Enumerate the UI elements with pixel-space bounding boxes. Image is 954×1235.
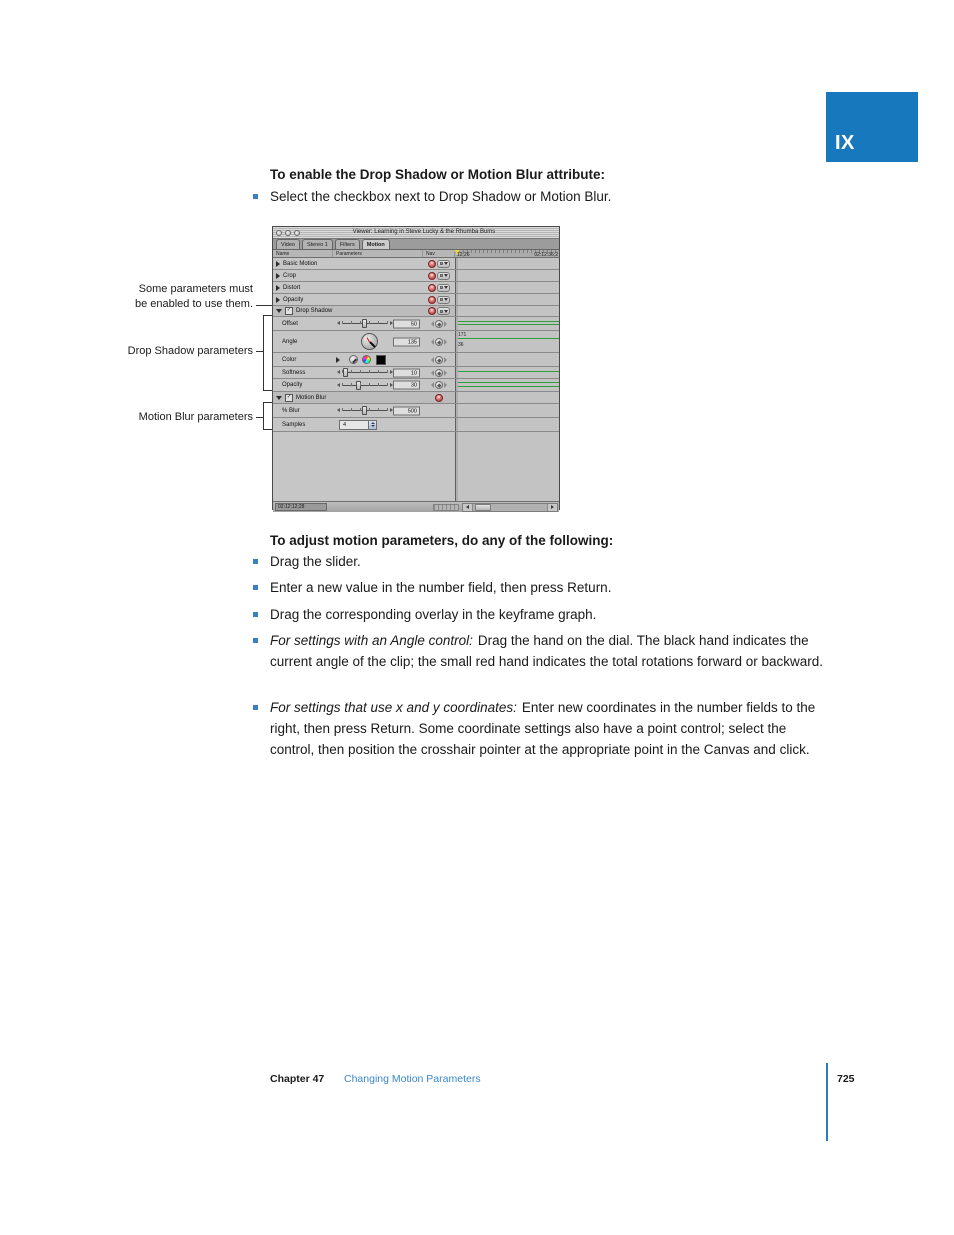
samples-stepper[interactable] bbox=[339, 420, 377, 430]
bullet-icon bbox=[253, 585, 258, 590]
callout-enable-line2: be enabled to use them. bbox=[134, 298, 253, 310]
bullet-text: Enter new coordinates in the number fields to the right, then press Return. Some coordinate settings also have a point control; select the control, then position the crosshair pointer at the appropriate point in the Canvas and click. bbox=[270, 700, 816, 757]
row-motion-blur-header bbox=[273, 392, 559, 404]
column-header-row bbox=[273, 250, 559, 258]
motion-blur-enable-checkbox[interactable]: ✓ bbox=[286, 393, 292, 400]
tab-bar bbox=[273, 239, 559, 250]
stepper-arrows-icon[interactable] bbox=[369, 420, 377, 430]
keyframe-graph-cell[interactable] bbox=[455, 270, 559, 281]
callout-drop-shadow bbox=[80, 344, 253, 359]
row-color bbox=[273, 353, 559, 367]
overlay-swatch-icon bbox=[440, 286, 443, 289]
percent-blur-value-field[interactable]: 500 bbox=[393, 406, 420, 415]
color-swatch[interactable] bbox=[376, 355, 386, 365]
keyframe-overlay-menu-button[interactable] bbox=[437, 284, 450, 292]
dial-red-hand-icon bbox=[367, 337, 370, 342]
timeline-ruler[interactable] bbox=[455, 250, 559, 257]
prev-keyframe-arrow-icon[interactable] bbox=[431, 357, 434, 363]
drop-shadow-enable-checkbox[interactable]: ✓ bbox=[286, 307, 292, 313]
angle-dial[interactable] bbox=[361, 333, 378, 350]
slider-thumb[interactable] bbox=[362, 406, 367, 415]
row-offset bbox=[273, 317, 559, 331]
angle-value-field[interactable]: 135 bbox=[393, 337, 420, 346]
keyframe-graph-cell[interactable] bbox=[455, 379, 559, 391]
keyframe-overlay-line[interactable] bbox=[458, 321, 559, 322]
param-label: Samples bbox=[282, 421, 306, 428]
keyframe-overlay-line[interactable] bbox=[458, 371, 559, 372]
keyframe-overlay-line[interactable] bbox=[458, 324, 559, 325]
adjust-bullet-5 bbox=[253, 698, 832, 760]
keyframe-overlay-line[interactable] bbox=[458, 382, 559, 383]
opacity-value-field[interactable]: 30 bbox=[393, 381, 420, 390]
param-label: Softness bbox=[282, 369, 306, 376]
samples-value-field[interactable]: 4 bbox=[339, 420, 369, 430]
callout-enable-line1: Some parameters must bbox=[138, 283, 253, 295]
menu-arrow-icon bbox=[444, 262, 448, 265]
callout-mb-bracket-bottom bbox=[263, 429, 272, 430]
bullet-text: Drag the corresponding overlay in the keyframe graph. bbox=[270, 607, 597, 622]
keyframe-graph-cell[interactable] bbox=[455, 258, 559, 269]
row-opacity-group bbox=[273, 294, 559, 306]
group-label: Opacity bbox=[283, 296, 304, 303]
row-drop-shadow-header bbox=[273, 306, 559, 317]
viewer-bottom-bar bbox=[273, 501, 559, 512]
color-disclosure-icon[interactable] bbox=[336, 357, 340, 363]
row-samples bbox=[273, 418, 559, 432]
window-title: Viewer: Learning in Steve Lucky & the Rhumba Bums bbox=[352, 229, 496, 235]
keyframe-graph-cell[interactable] bbox=[455, 317, 559, 330]
callout-mb-bracket-top bbox=[263, 402, 272, 403]
prev-keyframe-arrow-icon[interactable] bbox=[431, 382, 434, 388]
keyframe-overlay-line[interactable] bbox=[458, 338, 559, 339]
graph-value-label: 171 bbox=[458, 332, 467, 339]
percent-blur-slider[interactable] bbox=[339, 406, 391, 415]
enable-bullet bbox=[253, 187, 832, 208]
keyframe-graph-cell[interactable] bbox=[455, 418, 559, 431]
row-percent-blur bbox=[273, 404, 559, 418]
offset-slider[interactable] bbox=[339, 319, 391, 328]
softness-slider[interactable] bbox=[339, 368, 391, 377]
footer-page-number: 725 bbox=[837, 1073, 855, 1085]
softness-value-field[interactable]: 10 bbox=[393, 368, 420, 377]
row-crop bbox=[273, 270, 559, 282]
adjust-bullet-3 bbox=[253, 605, 832, 626]
menu-arrow-icon bbox=[444, 298, 448, 301]
bullet-lead: For settings with an Angle control: bbox=[270, 633, 473, 648]
row-angle bbox=[273, 331, 559, 353]
slider-left-arrow-icon[interactable] bbox=[337, 370, 340, 374]
color-wheel-icon[interactable] bbox=[362, 355, 371, 364]
next-keyframe-arrow-icon[interactable] bbox=[444, 357, 447, 363]
disclosure-triangle-icon[interactable] bbox=[276, 309, 282, 313]
next-keyframe-arrow-icon[interactable] bbox=[444, 382, 447, 388]
zoom-control[interactable] bbox=[433, 504, 459, 511]
horizontal-scrollbar[interactable] bbox=[462, 503, 558, 512]
keyframe-overlay-menu-button[interactable] bbox=[437, 307, 450, 315]
keyframe-overlay-menu-button[interactable] bbox=[437, 296, 450, 304]
current-timecode-field[interactable]: 02:12:12;28 bbox=[275, 503, 327, 511]
bullet-icon bbox=[253, 638, 258, 643]
bullet-text: Enter a new value in the number field, then press Return. bbox=[270, 580, 612, 595]
adjust-bullet-4 bbox=[253, 631, 832, 673]
keyframe-graph-cell[interactable] bbox=[455, 404, 559, 417]
reset-button[interactable]: ✕ bbox=[429, 308, 435, 314]
param-label: Color bbox=[282, 356, 297, 363]
param-label: Angle bbox=[282, 338, 298, 345]
next-keyframe-arrow-icon[interactable] bbox=[444, 321, 447, 327]
row-softness bbox=[273, 367, 559, 379]
column-nav: Nav bbox=[423, 250, 455, 257]
adjust-bullet-1 bbox=[253, 552, 832, 573]
overlay-swatch-icon bbox=[440, 298, 443, 301]
menu-arrow-icon bbox=[444, 274, 448, 277]
keyframe-graph-cell[interactable] bbox=[455, 367, 559, 378]
close-icon[interactable] bbox=[276, 230, 282, 236]
slider-thumb[interactable] bbox=[356, 381, 361, 390]
param-label: Opacity bbox=[282, 382, 303, 388]
group-label: Drop Shadow bbox=[296, 308, 333, 314]
overlay-swatch-icon bbox=[440, 310, 443, 313]
scroll-left-arrow-icon[interactable] bbox=[463, 504, 473, 511]
reset-button[interactable]: ✕ bbox=[436, 394, 442, 401]
menu-arrow-icon bbox=[444, 310, 448, 313]
adjust-bullet-2 bbox=[253, 578, 832, 599]
keyframe-overlay-line[interactable] bbox=[458, 386, 559, 387]
window-titlebar[interactable] bbox=[273, 227, 559, 239]
overlay-swatch-icon bbox=[440, 274, 443, 277]
bullet-text: Drag the hand on the dial. The black hand indicates the current angle of the clip; the small red hand indicates the total rotations forward or backward. bbox=[270, 633, 824, 669]
callout-ds-bracket bbox=[263, 315, 264, 391]
next-keyframe-arrow-icon[interactable] bbox=[444, 370, 447, 376]
part-marker-box bbox=[826, 92, 918, 162]
eyedropper-icon[interactable] bbox=[349, 355, 358, 364]
callout-mb-stub bbox=[256, 417, 263, 418]
keyframe-graph-cell[interactable] bbox=[455, 331, 559, 352]
add-keyframe-button[interactable] bbox=[435, 356, 443, 364]
disclosure-triangle-icon[interactable] bbox=[276, 297, 280, 303]
keyframe-graph-cell[interactable] bbox=[455, 306, 559, 316]
bullet-icon bbox=[253, 559, 258, 564]
keyframe-graph-cell bbox=[455, 432, 559, 501]
row-distort bbox=[273, 282, 559, 294]
reset-button[interactable]: ✕ bbox=[429, 260, 435, 267]
overlay-swatch-icon bbox=[440, 262, 443, 265]
part-marker-label: IX bbox=[835, 132, 855, 154]
enable-bullet-text: Select the checkbox next to Drop Shadow or Motion Blur. bbox=[270, 189, 612, 204]
column-name: Name bbox=[273, 250, 333, 257]
group-label: Crop bbox=[283, 272, 297, 279]
empty-parameter-area bbox=[273, 432, 559, 501]
add-keyframe-button[interactable] bbox=[435, 338, 443, 346]
param-label: Offset bbox=[282, 320, 298, 327]
offset-value-field[interactable]: 50 bbox=[393, 319, 420, 328]
callout-enable bbox=[100, 282, 253, 312]
footer-section-link[interactable]: Changing Motion Parameters bbox=[344, 1073, 481, 1085]
prev-keyframe-arrow-icon[interactable] bbox=[431, 339, 434, 345]
disclosure-triangle-icon[interactable] bbox=[276, 273, 280, 279]
row-opacity-param bbox=[273, 379, 559, 392]
callout-motion-blur-label: Motion Blur parameters bbox=[138, 411, 253, 423]
footer-chapter: Chapter 47 bbox=[270, 1073, 325, 1085]
viewer-window bbox=[272, 226, 560, 510]
group-label: Distort bbox=[283, 284, 301, 291]
keyframe-overlay-menu-button[interactable] bbox=[437, 272, 450, 280]
adjust-heading: To adjust motion parameters, do any of the following: bbox=[270, 533, 614, 548]
slider-left-arrow-icon[interactable] bbox=[337, 408, 340, 412]
slider-thumb[interactable] bbox=[343, 368, 348, 377]
reset-button[interactable]: ✕ bbox=[429, 284, 435, 291]
enable-heading: To enable the Drop Shadow or Motion Blur attribute: bbox=[270, 167, 605, 182]
scroll-right-arrow-icon[interactable] bbox=[547, 504, 557, 511]
callout-ds-stub bbox=[256, 351, 263, 352]
parameter-list bbox=[273, 258, 559, 501]
next-keyframe-arrow-icon[interactable] bbox=[444, 339, 447, 345]
slider-left-arrow-icon[interactable] bbox=[337, 383, 340, 387]
tab-filters[interactable]: Filters bbox=[335, 239, 360, 249]
slider-left-arrow-icon[interactable] bbox=[337, 321, 340, 325]
callout-mb-bracket bbox=[263, 402, 264, 430]
reset-button[interactable]: ✕ bbox=[429, 296, 435, 303]
footer-rule bbox=[826, 1063, 828, 1141]
prev-keyframe-arrow-icon[interactable] bbox=[431, 370, 434, 376]
graph-value-label: 36 bbox=[458, 341, 464, 348]
disclosure-triangle-icon[interactable] bbox=[276, 261, 280, 267]
bullet-icon bbox=[253, 194, 258, 199]
disclosure-triangle-icon[interactable] bbox=[276, 285, 280, 291]
keyframe-overlay-menu-button[interactable] bbox=[437, 260, 450, 268]
group-label: Motion Blur bbox=[296, 394, 327, 401]
param-label: % Blur bbox=[282, 407, 300, 414]
add-keyframe-button[interactable] bbox=[435, 381, 443, 389]
minimize-icon[interactable] bbox=[285, 230, 291, 236]
callout-enable-line bbox=[256, 305, 272, 306]
add-keyframe-button[interactable] bbox=[435, 320, 443, 328]
scrollbar-thumb[interactable] bbox=[475, 504, 491, 511]
tab-video[interactable]: Video bbox=[276, 239, 300, 249]
slider-thumb[interactable] bbox=[362, 319, 367, 328]
ruler-end-timecode: 02:12:36;2 bbox=[534, 252, 558, 258]
keyframe-graph-cell[interactable] bbox=[455, 282, 559, 293]
opacity-slider[interactable] bbox=[339, 381, 391, 390]
disclosure-triangle-icon[interactable] bbox=[276, 396, 282, 400]
callout-ds-bracket-top bbox=[263, 315, 272, 316]
keyframe-graph-cell[interactable] bbox=[455, 353, 559, 366]
keyframe-graph-cell[interactable] bbox=[455, 392, 559, 403]
tab-stereo[interactable]: Stereo 1 bbox=[302, 239, 333, 249]
group-label: Basic Motion bbox=[283, 260, 318, 267]
row-basic-motion bbox=[273, 258, 559, 270]
prev-keyframe-arrow-icon[interactable] bbox=[431, 321, 434, 327]
keyframe-graph-cell[interactable] bbox=[455, 294, 559, 305]
callout-drop-shadow-label: Drop Shadow parameters bbox=[127, 345, 253, 357]
callout-ds-bracket-bottom bbox=[263, 390, 272, 391]
callout-motion-blur bbox=[80, 410, 253, 425]
ruler-start-timecode: 12;26 bbox=[457, 252, 470, 258]
tab-motion[interactable]: Motion bbox=[362, 239, 390, 249]
menu-arrow-icon bbox=[444, 286, 448, 289]
bullet-icon bbox=[253, 705, 258, 710]
column-parameters: Parameters bbox=[333, 250, 423, 257]
bullet-icon bbox=[253, 612, 258, 617]
bullet-text: Drag the slider. bbox=[270, 554, 361, 569]
reset-button[interactable]: ✕ bbox=[429, 272, 435, 279]
add-keyframe-button[interactable] bbox=[435, 369, 443, 377]
bullet-lead: For settings that use x and y coordinates: bbox=[270, 700, 517, 715]
